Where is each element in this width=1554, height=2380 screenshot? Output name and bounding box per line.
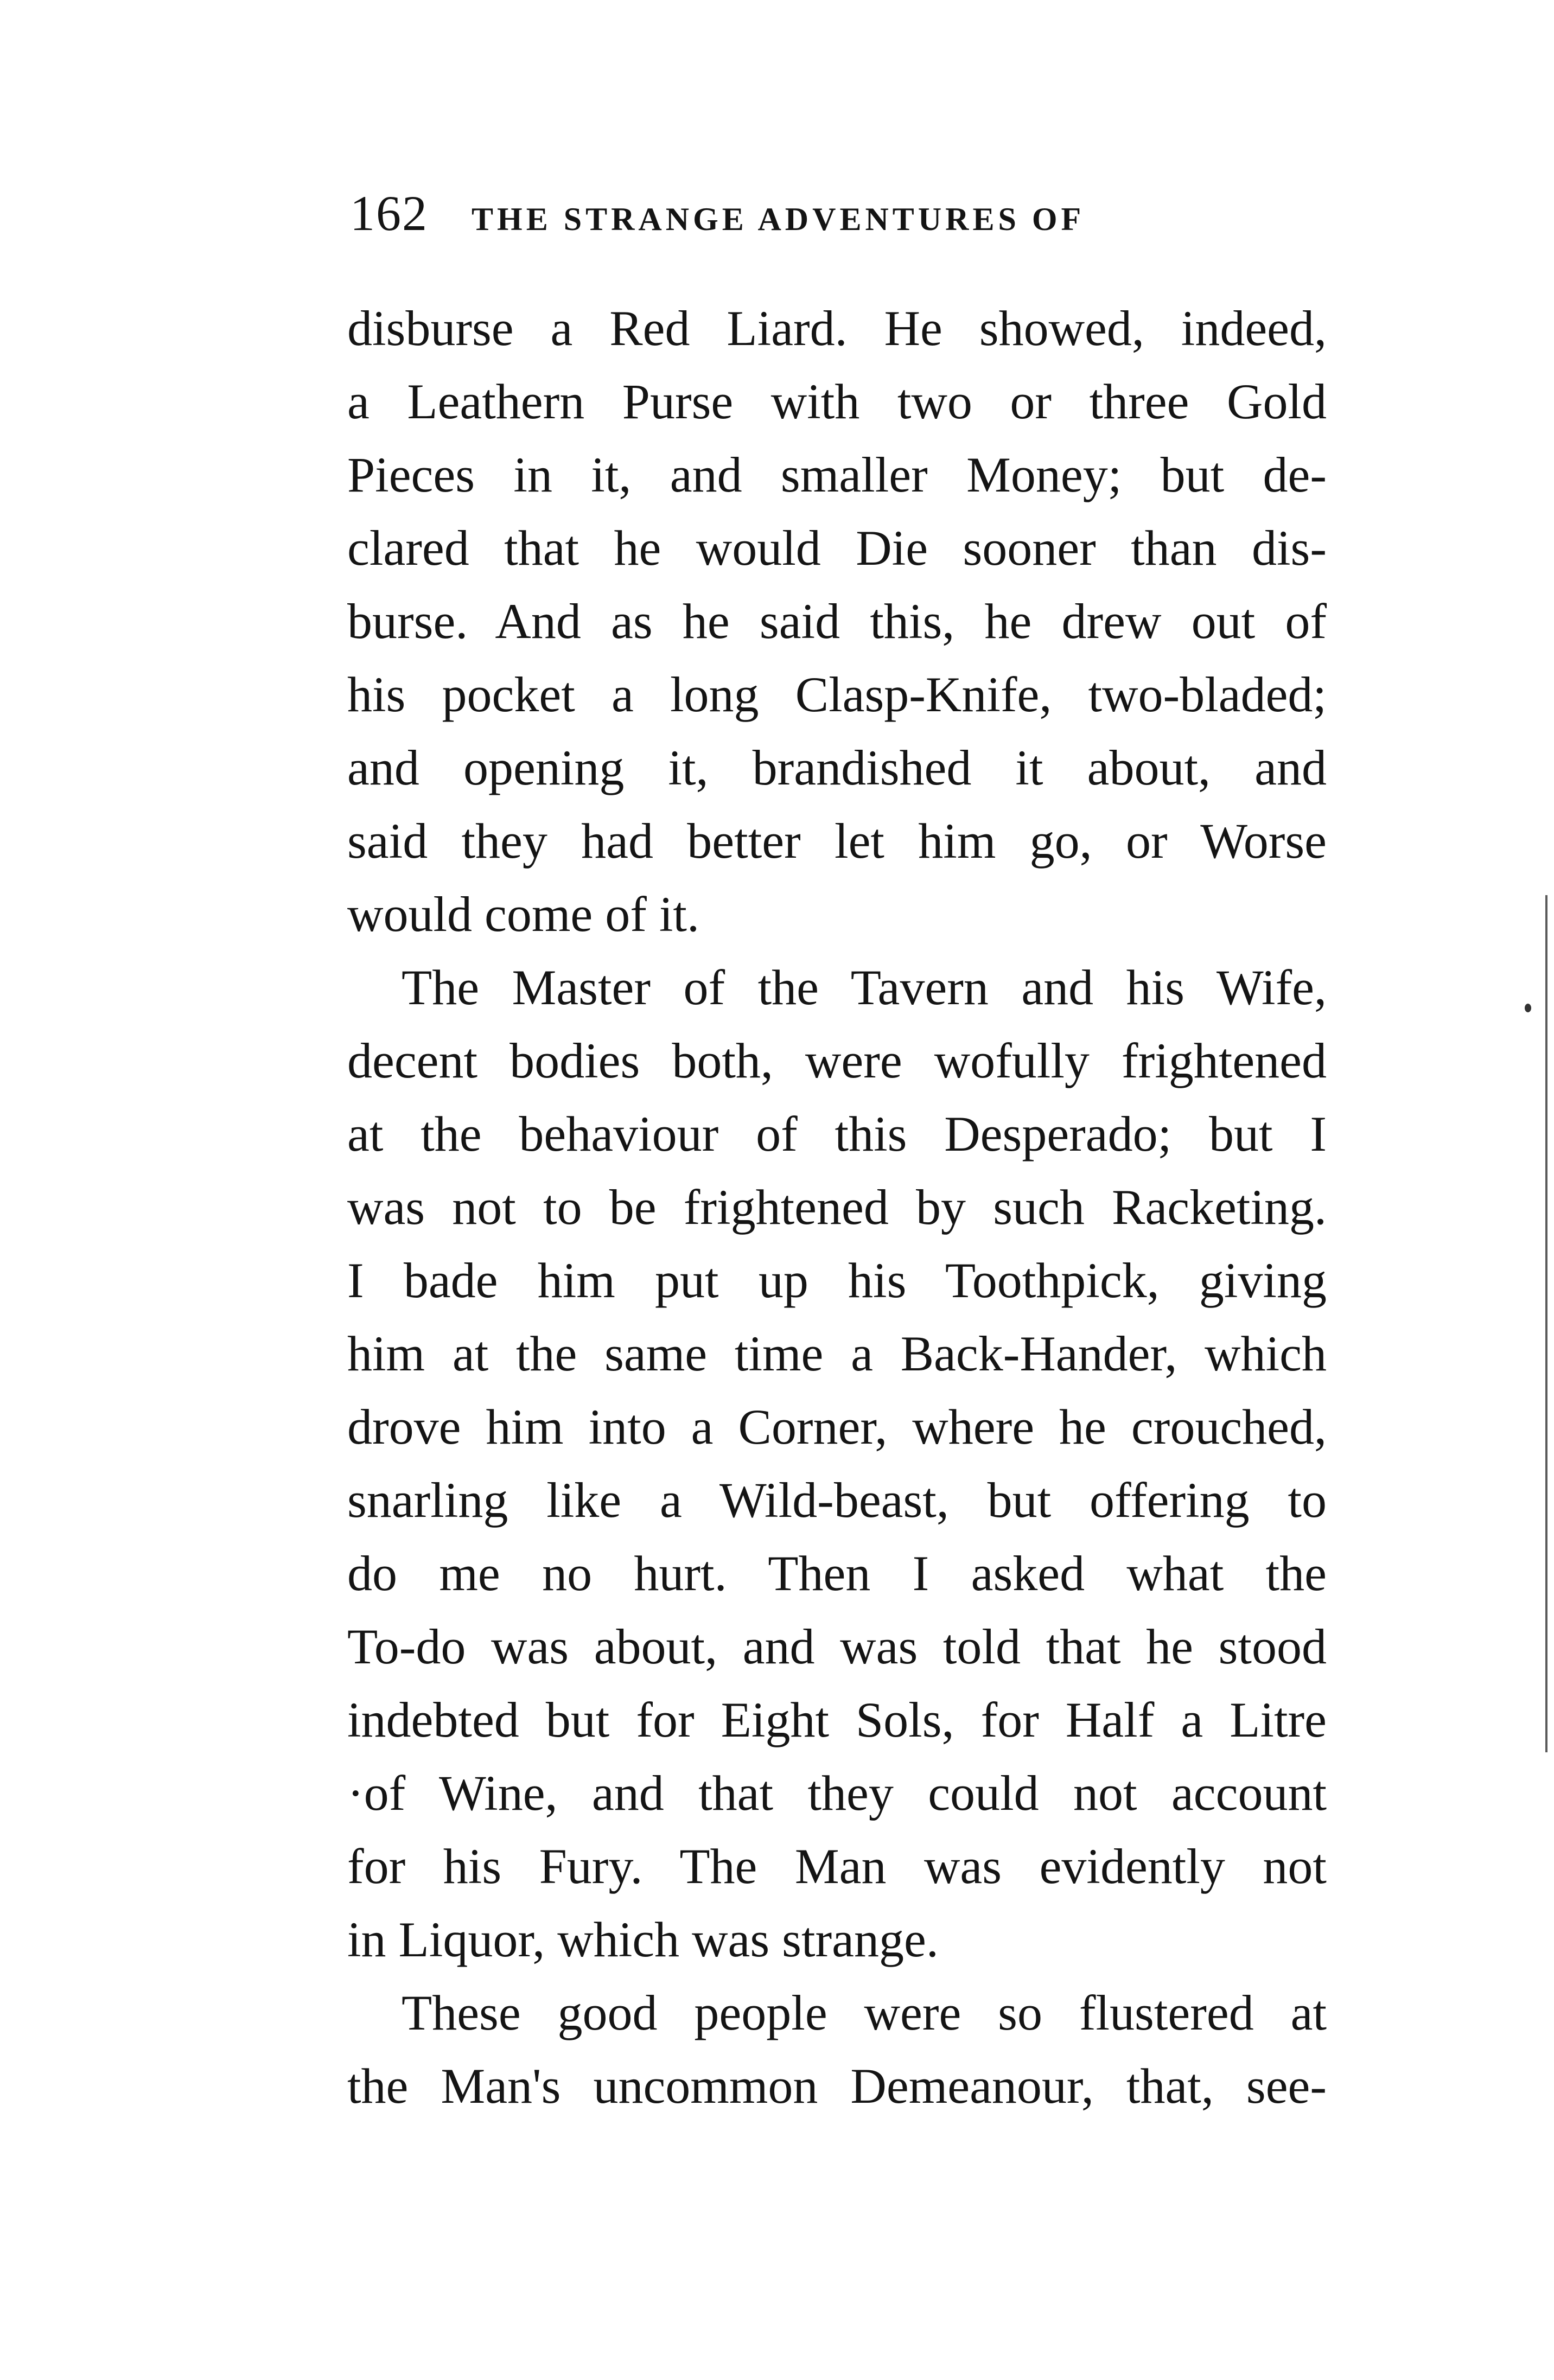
text-line: him at the same time a Back-Hander, which — [347, 1326, 1327, 1381]
text-line: Pieces in it, and smaller Money; but de- — [347, 447, 1327, 502]
page-header — [350, 184, 1327, 250]
body-text — [347, 292, 1327, 2123]
text-line: drove him into a Corner, where he crouched, — [347, 1399, 1327, 1454]
text-line: decent bodies both, were wofully frightened — [347, 1033, 1327, 1088]
text-line: disburse a Red Liard. He showed, indeed, — [347, 301, 1327, 356]
margin-scan-line — [1545, 895, 1547, 1752]
text-line: snarling like a Wild-beast, but offering to — [347, 1472, 1327, 1528]
text-line: the Man's uncommon Demeanour, that, see- — [347, 2058, 1327, 2114]
text-line: These good people were so flustered at — [402, 1985, 1327, 2040]
text-line: do me no hurt. Then I asked what the — [347, 1546, 1327, 1601]
text-line: a Leathern Purse with two or three Gold — [347, 374, 1327, 429]
text-line: indebted but for Eight Sols, for Half a Litre — [347, 1692, 1327, 1747]
text-line: for his Fury. The Man was evidently not — [347, 1839, 1327, 1894]
text-line: in Liquor, which was strange. — [347, 1912, 939, 1967]
text-line: burse. And as he said this, he drew out of — [347, 594, 1327, 649]
text-line: clared that he would Die sooner than dis- — [347, 520, 1327, 576]
text-line: I bade him put up his Toothpick, giving — [347, 1253, 1327, 1308]
text-line: would come of it. — [347, 886, 699, 942]
page-number: 162 — [350, 186, 428, 241]
text-line: The Master of the Tavern and his Wife, — [402, 960, 1327, 1015]
text-line: said they had better let him go, or Worse — [347, 813, 1327, 869]
margin-ink-mark — [1525, 1004, 1531, 1012]
text-line: and opening it, brandished it about, and — [347, 740, 1327, 795]
text-line: his pocket a long Clasp-Knife, two-bladed; — [347, 667, 1327, 722]
running-title: THE STRANGE ADVENTURES OF — [472, 201, 1085, 237]
text-line: at the behaviour of this Desperado; but I — [347, 1106, 1327, 1162]
text-line: was not to be frightened by such Racketing. — [347, 1179, 1327, 1235]
text-line: To-do was about, and was told that he stood — [347, 1619, 1327, 1674]
text-line: ·of Wine, and that they could not account — [347, 1765, 1327, 1821]
